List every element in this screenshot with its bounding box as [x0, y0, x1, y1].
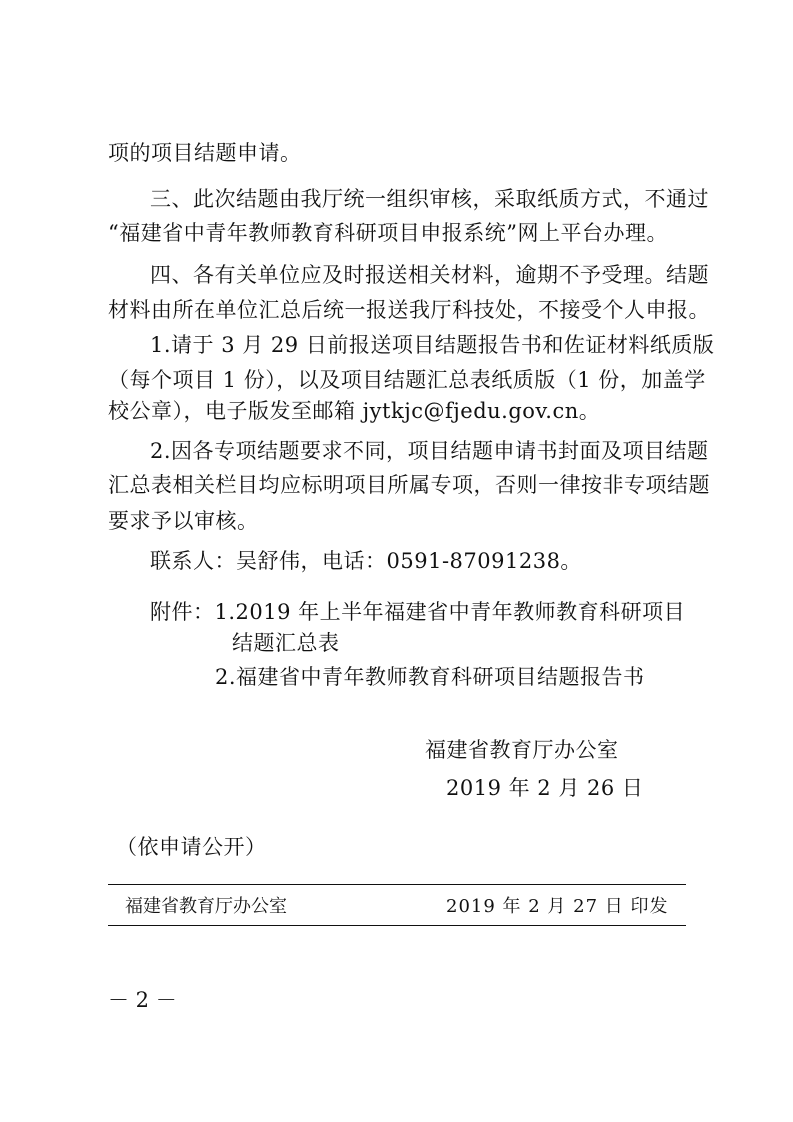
body-line-11: 要求予以审核。	[108, 509, 259, 533]
body-line-3: “福建省中青年教师教育科研项目申报系统”网上平台办理。	[108, 221, 668, 245]
contact-line: 联系人：吴舒伟，电话：0591-87091238。	[150, 549, 582, 573]
body-line-6: 1.请于 3 月 29 日前报送项目结题报告书和佐证材料纸质版	[150, 333, 715, 357]
footer-print-date: 2019 年 2 月 27 日 印发	[446, 896, 669, 917]
footer-issuer: 福建省教育厅办公室	[125, 896, 287, 917]
body-line-5: 材料由所在单位汇总后统一报送我厅科技处，不接受个人申报。	[108, 298, 710, 322]
attachment-2: 2.福建省中青年教师教育科研项目结题报告书	[215, 665, 645, 689]
body-line-10: 汇总表相关栏目均应标明项目所属专项，否则一律按非专项结题	[108, 473, 710, 497]
disclosure-note: （依申请公开）	[116, 835, 267, 859]
body-line-9: 2.因各专项结题要求不同，项目结题申请书封面及项目结题	[150, 439, 709, 463]
signature-office: 福建省教育厅办公室	[425, 738, 619, 762]
signature-date: 2019 年 2 月 26 日	[446, 776, 644, 800]
body-line-1: 项的项目结题申请。	[108, 141, 302, 165]
body-line-2: 三、此次结题由我厅统一组织审核，采取纸质方式，不通过	[150, 187, 709, 211]
attachment-1-line-2: 结题汇总表	[232, 631, 340, 655]
body-line-8: 校公章），电子版发至邮箱 jytkjc@fjedu.gov.cn。	[108, 399, 601, 423]
footer-top-rule	[108, 884, 686, 885]
body-line-4: 四、各有关单位应及时报送相关材料，逾期不予受理。结题	[150, 263, 709, 287]
page-number: － 2 －	[108, 988, 177, 1012]
footer-bottom-rule	[108, 925, 686, 926]
body-line-7: （每个项目 1 份），以及项目结题汇总表纸质版（1 份，加盖学	[108, 368, 706, 392]
attachment-1-line-1: 附件：1.2019 年上半年福建省中青年教师教育科研项目	[150, 600, 686, 624]
